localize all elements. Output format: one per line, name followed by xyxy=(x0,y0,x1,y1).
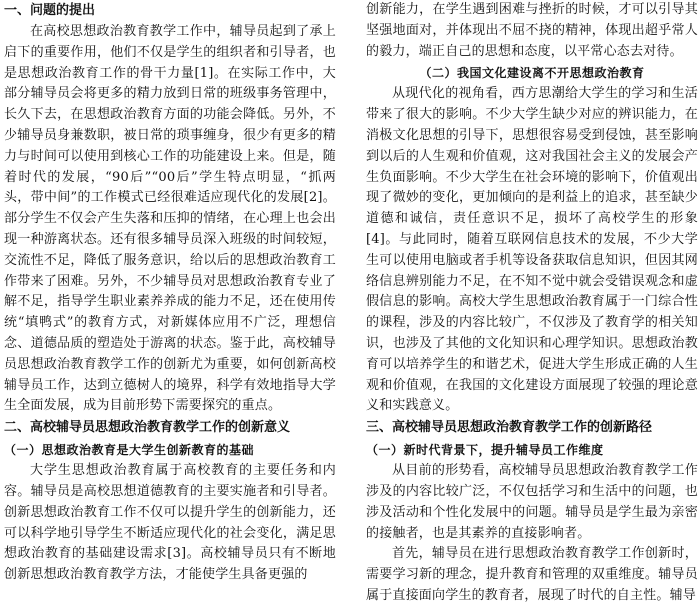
section-heading-2: 二、高校辅导员思想政治教育教学工作的创新意义 xyxy=(4,420,291,436)
paragraph-problem-statement: 在高校思想政治教育教学工作中，辅导员起到了承上启下的重要作用，他们不仅是学生的组织者和引导者，也是思想政治教育工作的骨干力量[1]。在实际工作中，大部分辅导员会将更多的精力放到日常的班级事务管理中，长久下去，在思想政治教育方面的功能会降低。另外，不少辅导员身兼数职，被日常的琐事缠身，很少有更多的精力与时间可以使用到核心工作的功能建设上来。但是，随着时代的发展，“90后”“00后”学生特点明显，“抓两头，带中间”的工作模式已经很难适应现代化的发展[2]。部分学生不仅会产生失落和压抑的情绪，在心理上也会出现一种游离状态。还有很多辅导员深入班级的时间较短，交流性不足，降低了服务意识，给以后的思想政治教育工作带来了困难。另外，不少辅导员对思想政治教育专业了解不足，指导学生职业素养养成的能力不足，还在使用传统“填鸭式”的教育方式，对新媒体应用不广泛，理想信念、道德品质的塑造处于游离的状态。鉴于此，高校辅导员思想政治教育教学工作的创新尤为重要，如何创新高校辅导员工作，达到立德树人的境界，科学有效地指导大学生全面发展，成为目前形势下需要探究的重点。 xyxy=(4,24,336,414)
paragraph-new-concepts: 首先，辅导员在进行思想政治教育教学工作创新时，需要学习新的理念，提升教育和管理的双重维度。辅导员属于直接面向学生的教育者，展现了时代的自主性。辅导 xyxy=(366,546,698,603)
paragraph-continued: 创新能力，在学生遇到困难与挫折的时候，才可以引导其坚强地面对，并体现出不屈不挠的精神，体现出超乎常人的毅力，端正自己的思想和态度，以平常心态去对待。 xyxy=(366,2,698,59)
subsection-heading-2-1: （一）思想政治教育是大学生创新教育的基础 xyxy=(4,443,255,458)
section-heading-1: 一、问题的提出 xyxy=(4,3,96,18)
left-column xyxy=(4,0,336,586)
right-column xyxy=(366,0,698,607)
paragraph-culture-building: 从现代化的视角看，西方思潮给大学生的学习和生活带来了很大的影响。不少大学生缺少对应的辨识能力，在消极文化思想的引导下，思想很容易受到侵蚀，甚至影响到以后的人生观和价值观，这对我国社会主义的发展会产生负面影响。不少大学生在社会环境的影响下，价值观出现了微妙的变化，更加倾向的是利益上的追求，甚至缺少道德和诚信，责任意识不足，损坏了高校学生的形象[4]。与此同时，随着互联网信息技术的发展，不少大学生可以使用电脑或者手机等设备获取信息知识，但因其网络信息辨别能力不足，在不知不觉中就会受错误观念和虚假信息的影响。高校大学生思想政治教育属于一门综合性的课程，涉及的内容比较广，不仅涉及了教育学的相关知识，也涉及了其他的文化知识和心理学知识。思想政治教育可以培养学生的和谐艺术，促进大学生形成正确的人生观和价值观，在我国的文化建设方面展现了较强的理论意义和实践意义。 xyxy=(366,86,698,414)
subsection-heading-2-2: （二）我国文化建设离不开思想政治教育 xyxy=(419,66,645,81)
paragraph-work-dimension: 从目前的形势看，高校辅导员思想政治教育教学工作涉及的内容比较广泛，不仅包括学习和生活中的问题，也涉及活动和个性化发展中的问题。辅导员是学生最为亲密的接触者，也是其素养的直接影响者。 xyxy=(366,463,698,541)
subsection-heading-3-1: （一）新时代背景下，提升辅导员工作维度 xyxy=(366,443,604,458)
paragraph-innovation-basis: 大学生思想政治教育属于高校教育的主要任务和内容。辅导员是高校思想道德教育的主要实施者和引导者。创新思想政治教育工作不仅可以提升学生的创新能力，还可以科学地引导学生不断适应现代化的社会变化，满足思想政治教育的基础建设需求[3]。高校辅导员只有不断地创新思想政治教育教学方法，才能使学生具备更强的 xyxy=(4,463,336,583)
section-heading-3: 三、高校辅导员思想政治教育教学工作的创新路径 xyxy=(366,420,653,436)
